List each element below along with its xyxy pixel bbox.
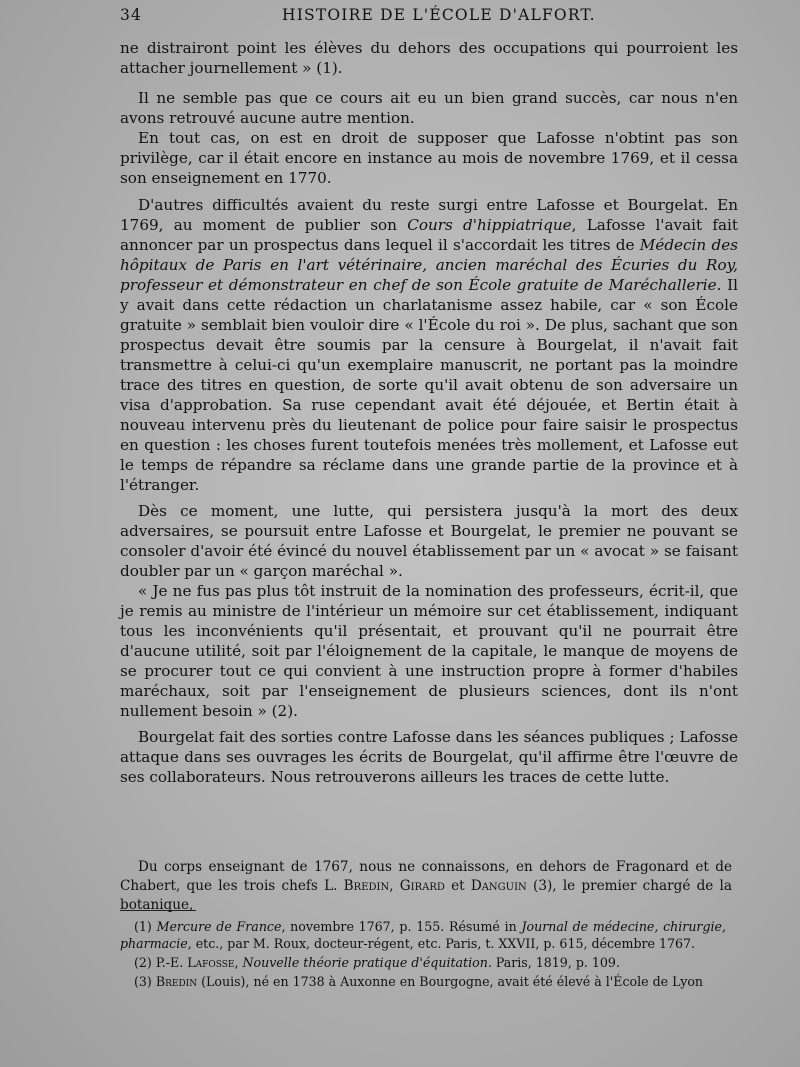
- footnote-3: [120, 973, 726, 990]
- footnote-1: [120, 918, 726, 952]
- text-segment: Du corps enseignant de 1767, nous ne connaissons, en dehors de Fragonard et de Chabert, que les trois chefs L.: [120, 859, 732, 894]
- text-segment: . Paris, 1819, p. 109.: [487, 955, 620, 970]
- page-header: [120, 6, 740, 30]
- paragraph-lutte: Dès ce moment, une lutte, qui persistera jusqu'à la mort des deux adversaires, se poursuit entre Lafosse et Bourgelat, le premier ne pouvant se consoler d'avoir été évincé du nouvel établissement par un « avocat » se faisant doubler par un « garçon maréchal ».: [120, 502, 738, 580]
- name-bredin: Bredin: [343, 878, 390, 894]
- paragraph-sorties: Bourgelat fait des sorties contre Lafosse dans les séances publiques ; Lafosse attaque dans ses ouvrages les écrits de Bourgelat, qu'il affirme être l'œuvre de ses collaborateurs. Nous retrouverons ailleurs les traces de cette lutte.: [120, 728, 738, 786]
- footnote-rule: [120, 910, 196, 911]
- lower-text: [120, 858, 732, 915]
- main-text: [120, 38, 738, 787]
- text-segment: ,: [389, 878, 400, 894]
- paragraph-cours: Il ne semble pas que ce cours ait eu un bien grand succès, car nous n'en avons retrouvé aucune autre mention.: [120, 89, 738, 127]
- footnotes: [120, 918, 726, 992]
- text-segment: (3), le premier chargé de la botanique,: [120, 878, 732, 913]
- italic-mercure: Mercure de France: [156, 919, 282, 934]
- text-segment: D'autres difficultés avaient du reste surgi entre Lafosse et Bourgelat. En 1769, au moment de publier son: [120, 196, 738, 234]
- name-bredin-footnote: Bredin: [155, 974, 198, 989]
- paragraph-continued: ne distrairont point les élèves du dehors des occupations qui pourroient les attacher journellement » (1).: [120, 39, 738, 77]
- paragraph-corps-enseignant: [120, 858, 732, 915]
- text-segment: , novembre 1767, p. 155. Résumé in: [281, 919, 522, 934]
- text-segment: , Lafosse l'avait fait annoncer par un prospectus dans lequel il s'accordait les titres de: [120, 216, 739, 254]
- page-number: 34: [120, 6, 143, 24]
- text-segment: , etc., par M. Roux, docteur-régent, etc. Paris, t. XXVII, p. 615, décembre 1767.: [187, 936, 696, 951]
- paragraph-difficultes: [120, 195, 738, 495]
- text-segment: (1): [134, 919, 157, 934]
- italic-titles: Médecin des hôpitaux de Paris en l'art vétérinaire, ancien maréchal des Écuries du Roy, professeur et démonstrateur en chef de son École gratuite de Maréchallerie: [120, 236, 738, 294]
- paragraph-citation: « Je ne fus pas plus tôt instruit de la nomination des professeurs, écrit-il, que je remis au ministre de l'intérieur un mémoire sur cet établissement, indiquant tous les inconvénients qu'il présentait, et prouvant qu'il ne pourrait être d'aucune utilité, soit par l'éloignement de la capitale, le manque de moyens de se procurer tout ce qui convient à une instruction propre à former d'habiles maréchaux, soit par l'enseignement de plusieurs sciences, dont ils n'ont nullement besoin » (2).: [120, 582, 738, 720]
- italic-journal: Journal de médecine, chirurgie, pharmacie: [120, 919, 726, 951]
- text-segment: et: [444, 878, 471, 894]
- italic-title-cours: Cours d'hippiatrique: [407, 216, 572, 234]
- name-lafosse: Lafosse: [187, 955, 235, 970]
- name-danguin: Danguin: [470, 878, 527, 894]
- italic-nouvelle-theorie: Nouvelle théorie pratique d'équitation: [242, 955, 488, 970]
- text-segment: ,: [234, 955, 243, 970]
- name-girard: Girard: [399, 878, 445, 894]
- running-title: HISTOIRE DE L'ÉCOLE D'ALFORT.: [282, 6, 596, 24]
- text-segment: (3): [134, 974, 156, 989]
- footnote-2: [120, 954, 726, 971]
- text-segment: (2) P.-E.: [134, 955, 188, 970]
- paragraph-privilege: En tout cas, on est en droit de supposer que Lafosse n'obtint pas son privilège, car il était encore en instance au mois de novembre 1769, et il cessa son enseignement en 1770.: [120, 129, 738, 187]
- text-segment: . Il y avait dans cette rédaction un charlatanisme assez habile, car « son École gratuite » semblait bien vouloir dire « l'École du roi ». De plus, sachant que son prospectus devait être soumis par la censure à Bourgelat, il n'avait fait transmettre à celui-ci qu'un exemplaire manuscrit, ne portant pas la moindre trace des titres en question, de sorte qu'il avait obtenu de son adversaire un visa d'approbation. Sa ruse cependant avait été déjouée, et Bertin était à nouveau intervenu près du lieutenant de police pour faire saisir le prospectus en question : les choses furent toutefois menées très mollement, et Lafosse eut le temps de répandre sa réclame dans une grande partie de la province et à l'étranger.: [120, 276, 738, 494]
- text-segment: (Louis), né en 1738 à Auxonne en Bourgogne, avait été élevé à l'École de Lyon: [197, 974, 704, 989]
